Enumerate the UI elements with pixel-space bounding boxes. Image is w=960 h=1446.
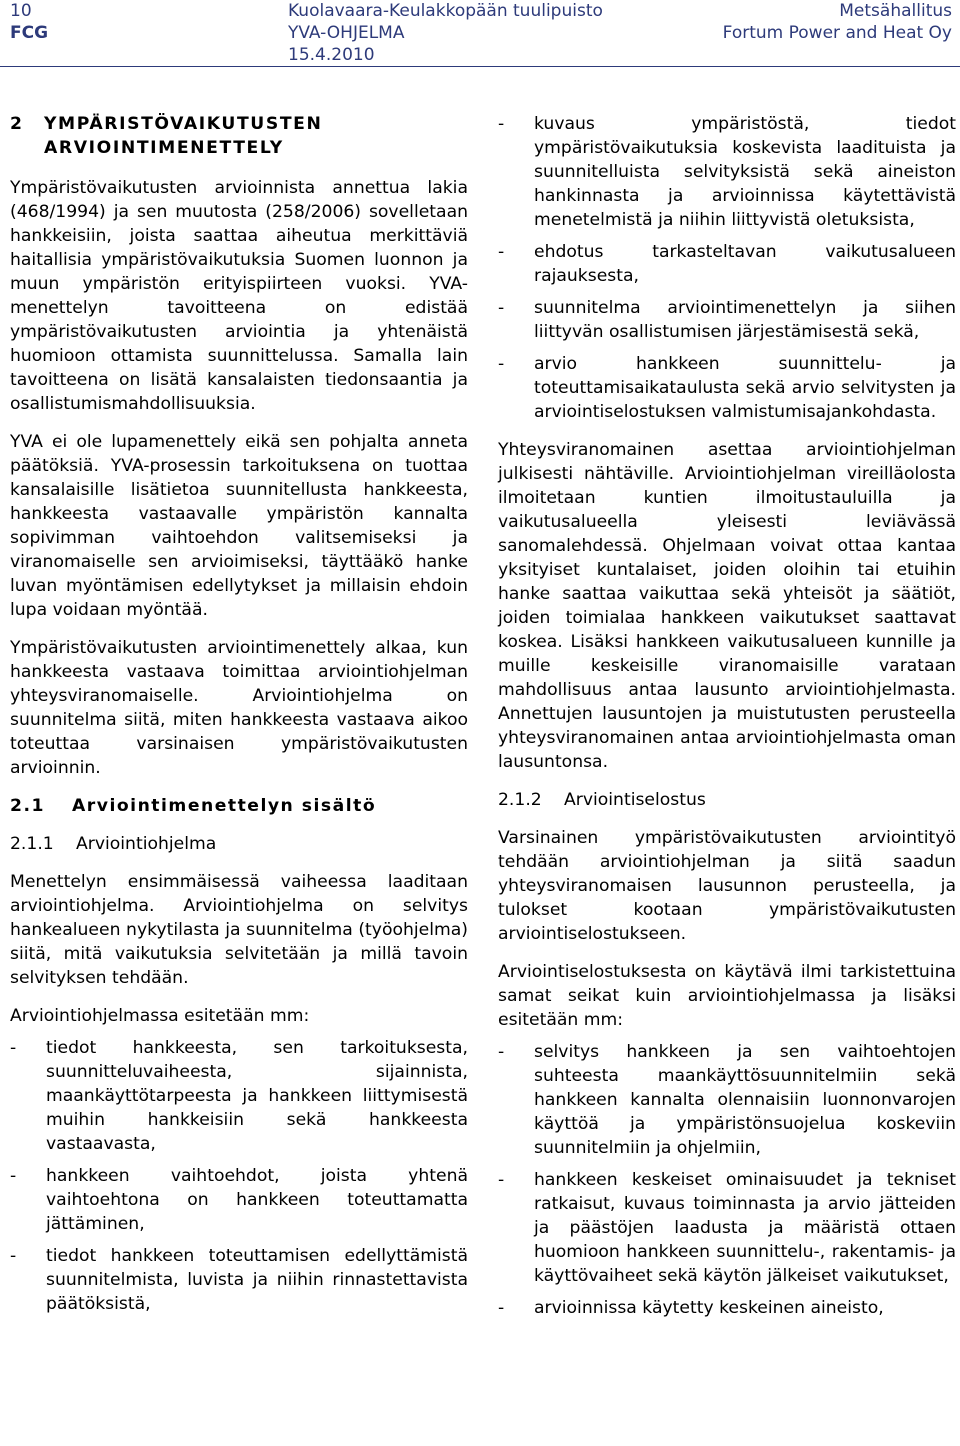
list-item: - ehdotus tarkasteltavan vaikutusalueen rajauksesta,: [498, 242, 956, 286]
section-number: 2: [10, 114, 24, 134]
document-type: YVA-OHJELMA: [288, 23, 405, 43]
client-2: Fortum Power and Heat Oy: [722, 23, 952, 43]
list-item: - arvio hankkeen suunnittelu- ja toteuttamisaikataulusta sekä arvio selvitysten ja arviointiselostuksen valmistumisajankohdasta.: [498, 354, 956, 422]
section-title: Arviointiselostus: [564, 790, 706, 810]
list-item: - suunnitelma arviointimenettelyn ja siihen liittyvän osallistumisen järjestämisestä sekä,: [498, 298, 956, 342]
document-date: 15.4.2010: [288, 45, 375, 65]
section-heading-2-1: [10, 794, 468, 818]
list-item: - tiedot hankkeesta, sen tarkoituksesta, suunnitteluvaiheesta, sijainnista, maankäyttötarpeesta ja hankkeen liittymisestä muihin hankkeisiin sekä hankkeesta vastaavasta,: [10, 1038, 468, 1154]
section-number: 2.1: [10, 796, 45, 816]
list-item: - hankkeen vaihtoehdot, joista yhtenä vaihtoehtona on hankkeen toteuttamatta jättäminen,: [10, 1166, 468, 1234]
section-heading-2-1-2: [498, 788, 956, 812]
section-heading-2-1-1: [10, 832, 468, 856]
left-column: [10, 112, 468, 1330]
bullet-list: [498, 112, 956, 424]
client-1: Metsähallitus: [839, 1, 952, 21]
list-item: - selvitys hankkeen ja sen vaihtoehtojen suhteesta maankäyttösuunnitelmiin sekä hankkeen kannalta olennaisiin luonnonvarojen käyttöä ja ympäristönsuojelua koskeviin suunnitelmiin ja ohjelmiin,: [498, 1042, 956, 1158]
org-short: FCG: [10, 23, 49, 43]
list-item: - hankkeen keskeiset ominaisuudet ja tekniset ratkaisut, kuvaus toiminnasta ja arvio jätteiden ja päästöjen laadusta ja määristä ottaen huomioon hankkeen suunnittelu-, rakentamis- ja käyttövaiheet sekä käytön jälkeiset vaikutukset,: [498, 1170, 956, 1286]
bullet-list: [498, 1040, 956, 1320]
list-item: - tiedot hankkeen toteuttamisen edellyttämistä suunnitelmista, luvista ja niihin rinnastettavista päätöksistä,: [10, 1246, 468, 1314]
paragraph: Varsinainen ympäristövaikutusten arviointityö tehdään arviointiohjelman ja siitä saadun yhteysviranomaisen lausunnon perusteella, ja tulokset kootaan ympäristövaikutusten arviointiselostukseen.: [498, 828, 956, 944]
bullet-list: [10, 1036, 468, 1316]
paragraph: Arviointiselostuksesta on käytävä ilmi tarkistettuina samat seikat kuin arviointiohjelmassa ja lisäksi esitetään mm:: [498, 962, 956, 1030]
project-title: Kuolavaara-Keulakkopään tuulipuisto: [288, 1, 603, 21]
section-title: Arviointimenettelyn sisältö: [72, 796, 377, 816]
header-rule: [0, 66, 960, 67]
section-number: 2.1.1: [10, 834, 54, 854]
paragraph: YVA ei ole lupamenettely eikä sen pohjalta anneta päätöksiä. YVA-prosessin tarkoituksena on tuottaa kansalaisille lisätietoa suunnitellusta hankkeesta, hankkeesta vastaavalle ympäristön kannalta sopivimman vaihtoehdon valitsemiseksi ja viranomaiselle sen arvioimiseksi, täyttääkö hanke luvan myöntämisen edellytykset ja millaisin ehdoin lupa voidaan myöntää.: [10, 432, 468, 620]
section-title: Arviointiohjelma: [76, 834, 217, 854]
paragraph: Menettelyn ensimmäisessä vaiheessa laaditaan arviointiohjelma. Arviointiohjelma on selvitys hankealueen nykytilasta ja suunnitelma (työohjelma) siitä, mitä vaikutuksia selvitetään ja millä tavoin selvityksen tehdään.: [10, 872, 468, 988]
paragraph: Ympäristövaikutusten arviointimenettely alkaa, kun hankkeesta vastaava toimittaa arviointiohjelman yhteysviranomaiselle. Arviointiohjelma on suunnitelma siitä, miten hankkeesta vastaava aikoo toteuttaa varsinaisen ympäristövaikutusten arvioinnin.: [10, 638, 468, 778]
section-title: YMPÄRISTÖVAIKUTUSTEN ARVIOINTIMENETTELY: [44, 114, 323, 158]
right-column: [498, 112, 956, 1334]
paragraph: Ympäristövaikutusten arvioinnista annettua lakia (468/1994) ja sen muutosta (258/2006) sovelletaan hankkeisiin, joista saattaa aiheutua merkittäviä haitallisia ympäristövaikutuksia Suomen luonnon ja muun ympäristön erityispiirteen vuoksi. YVA-menettelyn tavoitteena on edistää ympäristövaikutusten arviointia ja yhtenäistä huomioon ottamista suunnittelussa. Samalla lain tavoitteena on lisätä kansalaisten tiedonsaantia ja osallistumismahdollisuuksia.: [10, 178, 468, 414]
list-item: - arvioinnissa käytetty keskeinen aineisto,: [498, 1298, 884, 1318]
page-header: [0, 0, 960, 70]
header-left: [10, 0, 48, 44]
section-heading-2: [10, 112, 468, 160]
header-middle: [288, 0, 603, 66]
header-right: [723, 0, 952, 44]
paragraph: Arviointiohjelmassa esitetään mm:: [10, 1006, 310, 1026]
section-number: 2.1.2: [498, 790, 542, 810]
page-number: 10: [10, 1, 32, 21]
paragraph: Yhteysviranomainen asettaa arviointiohjelman julkisesti nähtäville. Arviointiohjelman vireilläolosta ilmoitetaan kuntien ilmoitustauluilla ja vaikutusalueella yleisesti leviävässä sanomalehdessä. Ohjelmaan voivat ottaa kantaa yksityiset kuntalaiset, joiden oloihin tai etuihin hanke saattaa vaikuttaa sekä yhteisöt ja säätiöt, joiden toimialaa hankkeen vaikutukset saattavat koskea. Lisäksi hankkeen vaikutusalueen kunnille ja muille keskeisille viranomaisille varataan mahdollisuus antaa lausunto arviointiohjelmasta. Annettujen lausuntojen ja muistutusten perusteella yhteysviranomainen antaa arviointiohjelmasta oman lausuntonsa.: [498, 440, 956, 772]
list-item: - kuvaus ympäristöstä, tiedot ympäristövaikutuksia koskevista laadituista ja suunnitelluista selvityksistä sekä aineiston hankinnasta ja arvioinnissa käytettävistä menetelmistä ja niihin liittyvistä oletuksista,: [498, 114, 956, 230]
